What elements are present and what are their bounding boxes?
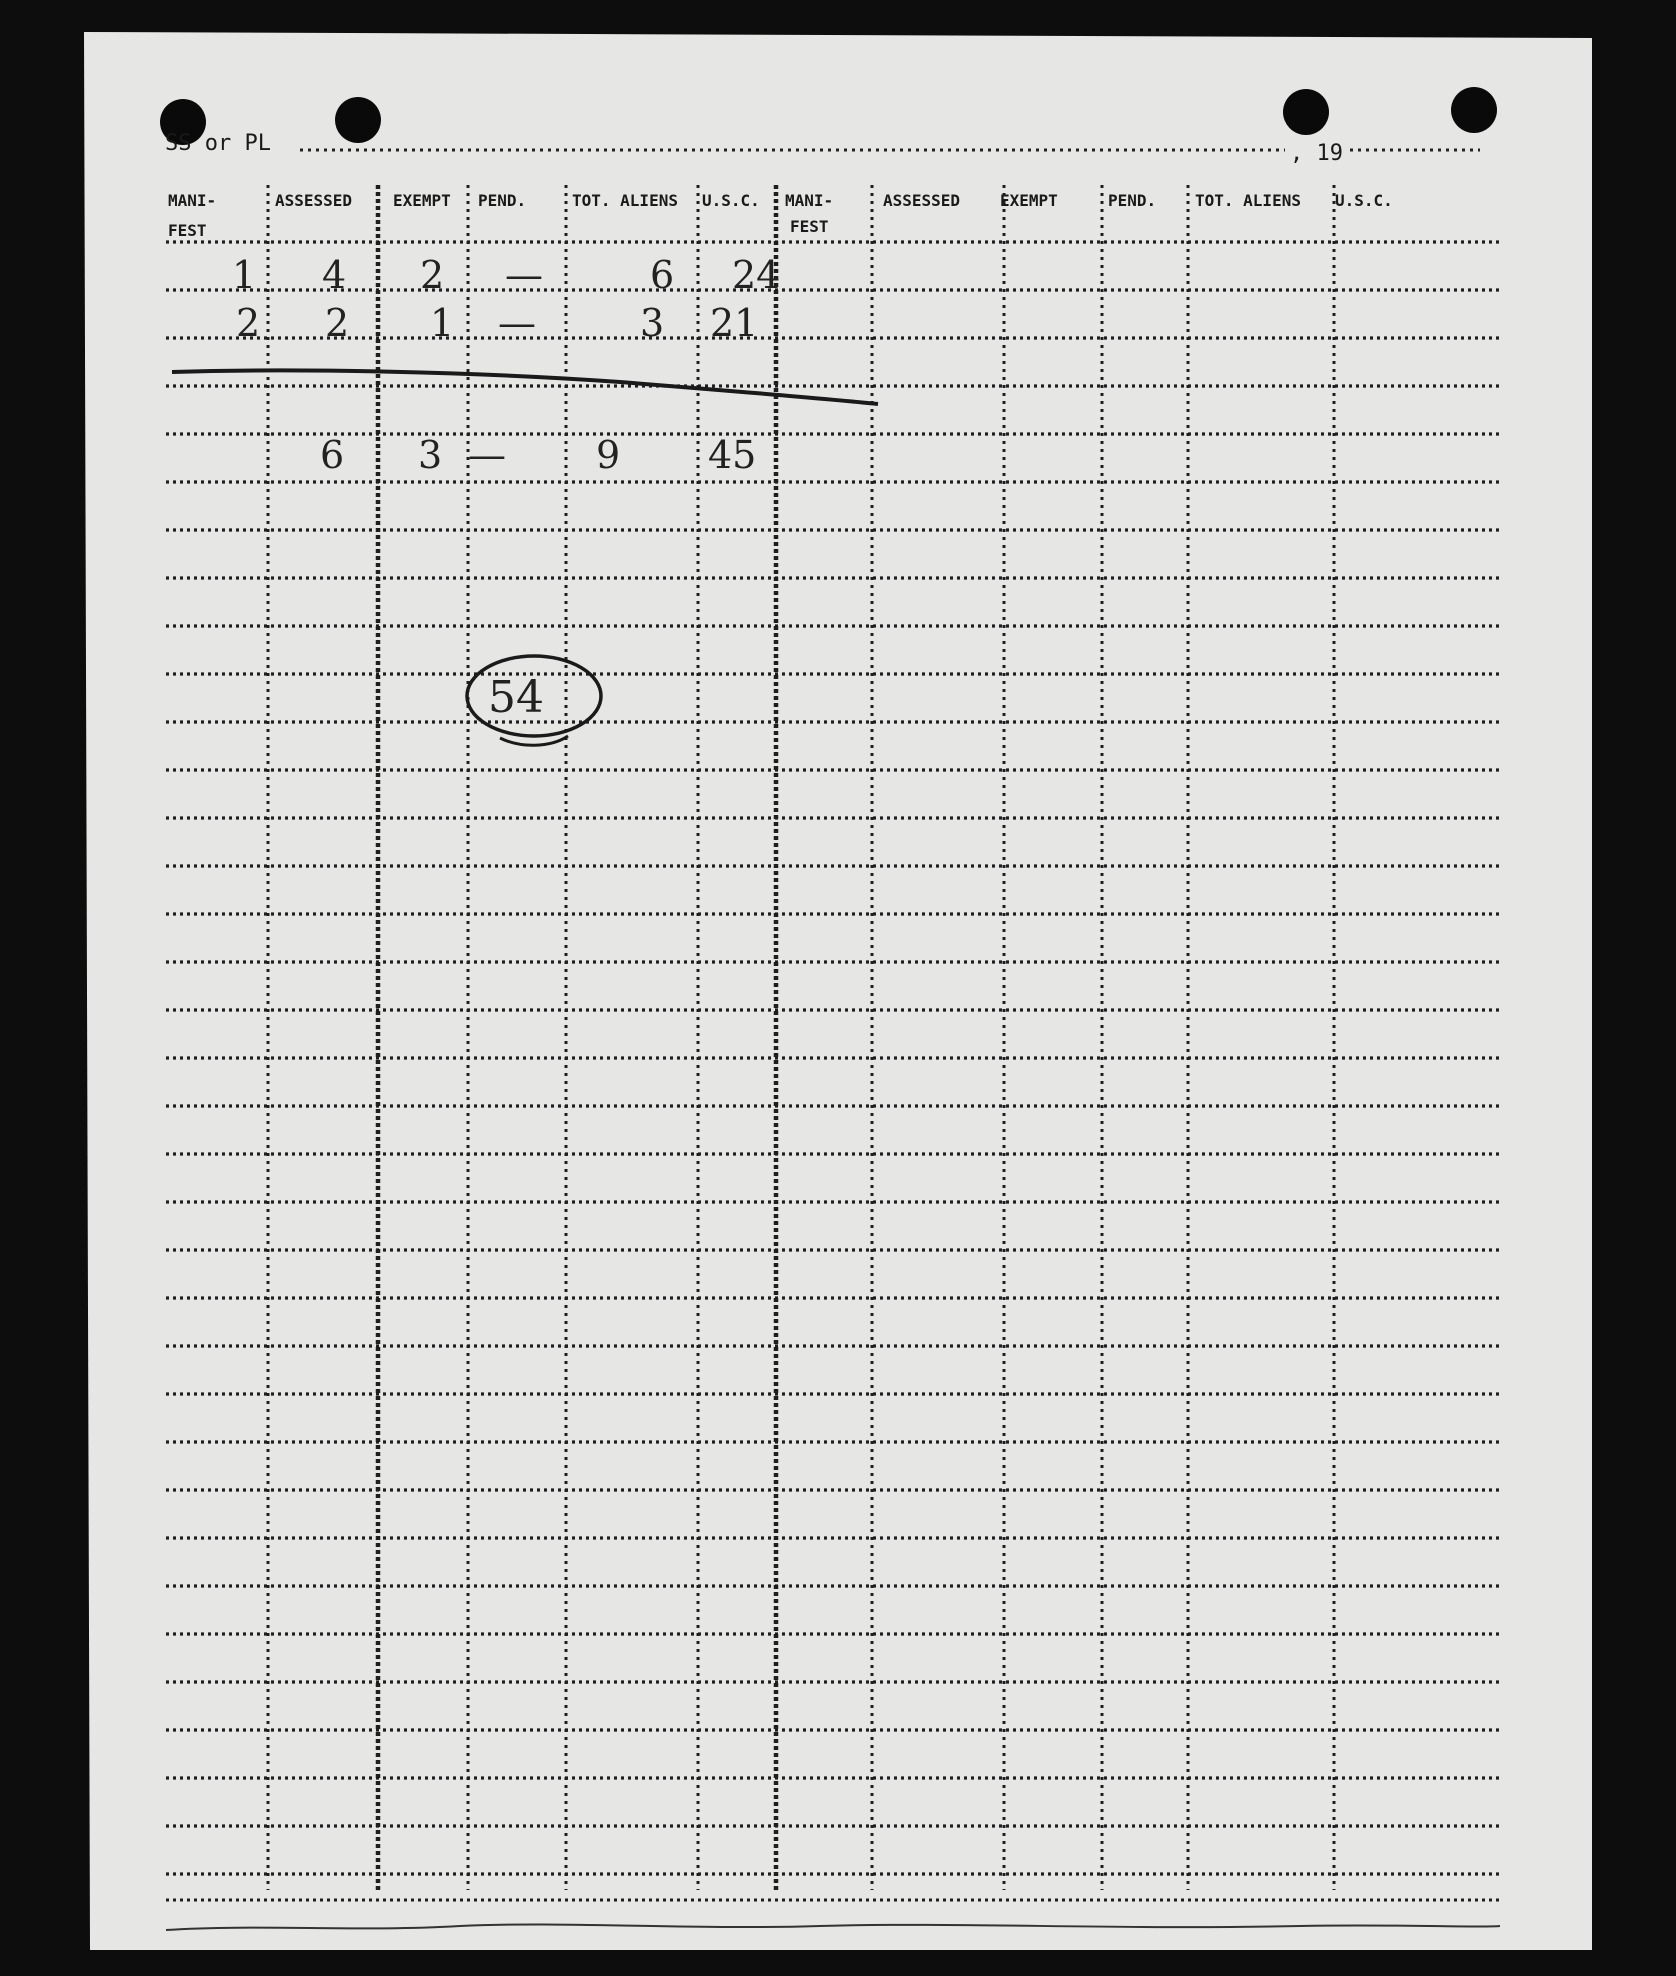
total-assessed: 6 (320, 433, 345, 477)
entry-exempt: 2 (420, 253, 445, 297)
total-exempt: 3 (418, 433, 443, 477)
header-year-label: , 19 (1290, 141, 1343, 166)
entry-pend: — (498, 301, 536, 345)
entry-assessed: 4 (322, 253, 347, 297)
punch-hole (1283, 89, 1329, 135)
col-header-usc: U.S.C. (702, 191, 760, 210)
total-tot-aliens: 9 (596, 433, 621, 477)
entry-manifest: 1 (232, 253, 257, 297)
total-pend: — (468, 433, 506, 477)
header-prefix: SS or PL (165, 131, 271, 156)
col-header-manifest-2: FEST (168, 221, 207, 240)
entry-manifest: 2 (236, 301, 261, 345)
col-header-exempt: EXEMPT (1000, 191, 1058, 210)
entry-exempt: 1 (430, 301, 455, 345)
col-header-manifest: MANI- (785, 191, 834, 210)
entry-pend: — (505, 253, 543, 297)
punch-hole (1451, 87, 1497, 133)
col-header-assessed: ASSESSED (883, 191, 961, 210)
col-header-exempt: EXEMPT (393, 191, 451, 210)
col-header-pend: PEND. (478, 191, 527, 210)
col-header-pend: PEND. (1108, 191, 1157, 210)
entry-tot-aliens: 6 (650, 253, 675, 297)
punch-hole (335, 97, 381, 143)
total-usc: 45 (708, 433, 757, 477)
entry-usc: 24 (732, 253, 781, 297)
col-header-tot-aliens: TOT. ALIENS (572, 191, 678, 210)
entry-assessed: 2 (325, 301, 350, 345)
col-header-manifest-2: FEST (790, 217, 829, 236)
col-header-usc: U.S.C. (1335, 191, 1393, 210)
entry-tot-aliens: 3 (640, 301, 665, 345)
entry-usc: 21 (710, 301, 759, 345)
paper-sheet (84, 32, 1592, 1950)
circled-total-value: 54 (488, 672, 544, 723)
col-header-assessed: ASSESSED (275, 191, 353, 210)
col-header-tot-aliens: TOT. ALIENS (1195, 191, 1301, 210)
col-header-manifest: MANI- (168, 191, 217, 210)
